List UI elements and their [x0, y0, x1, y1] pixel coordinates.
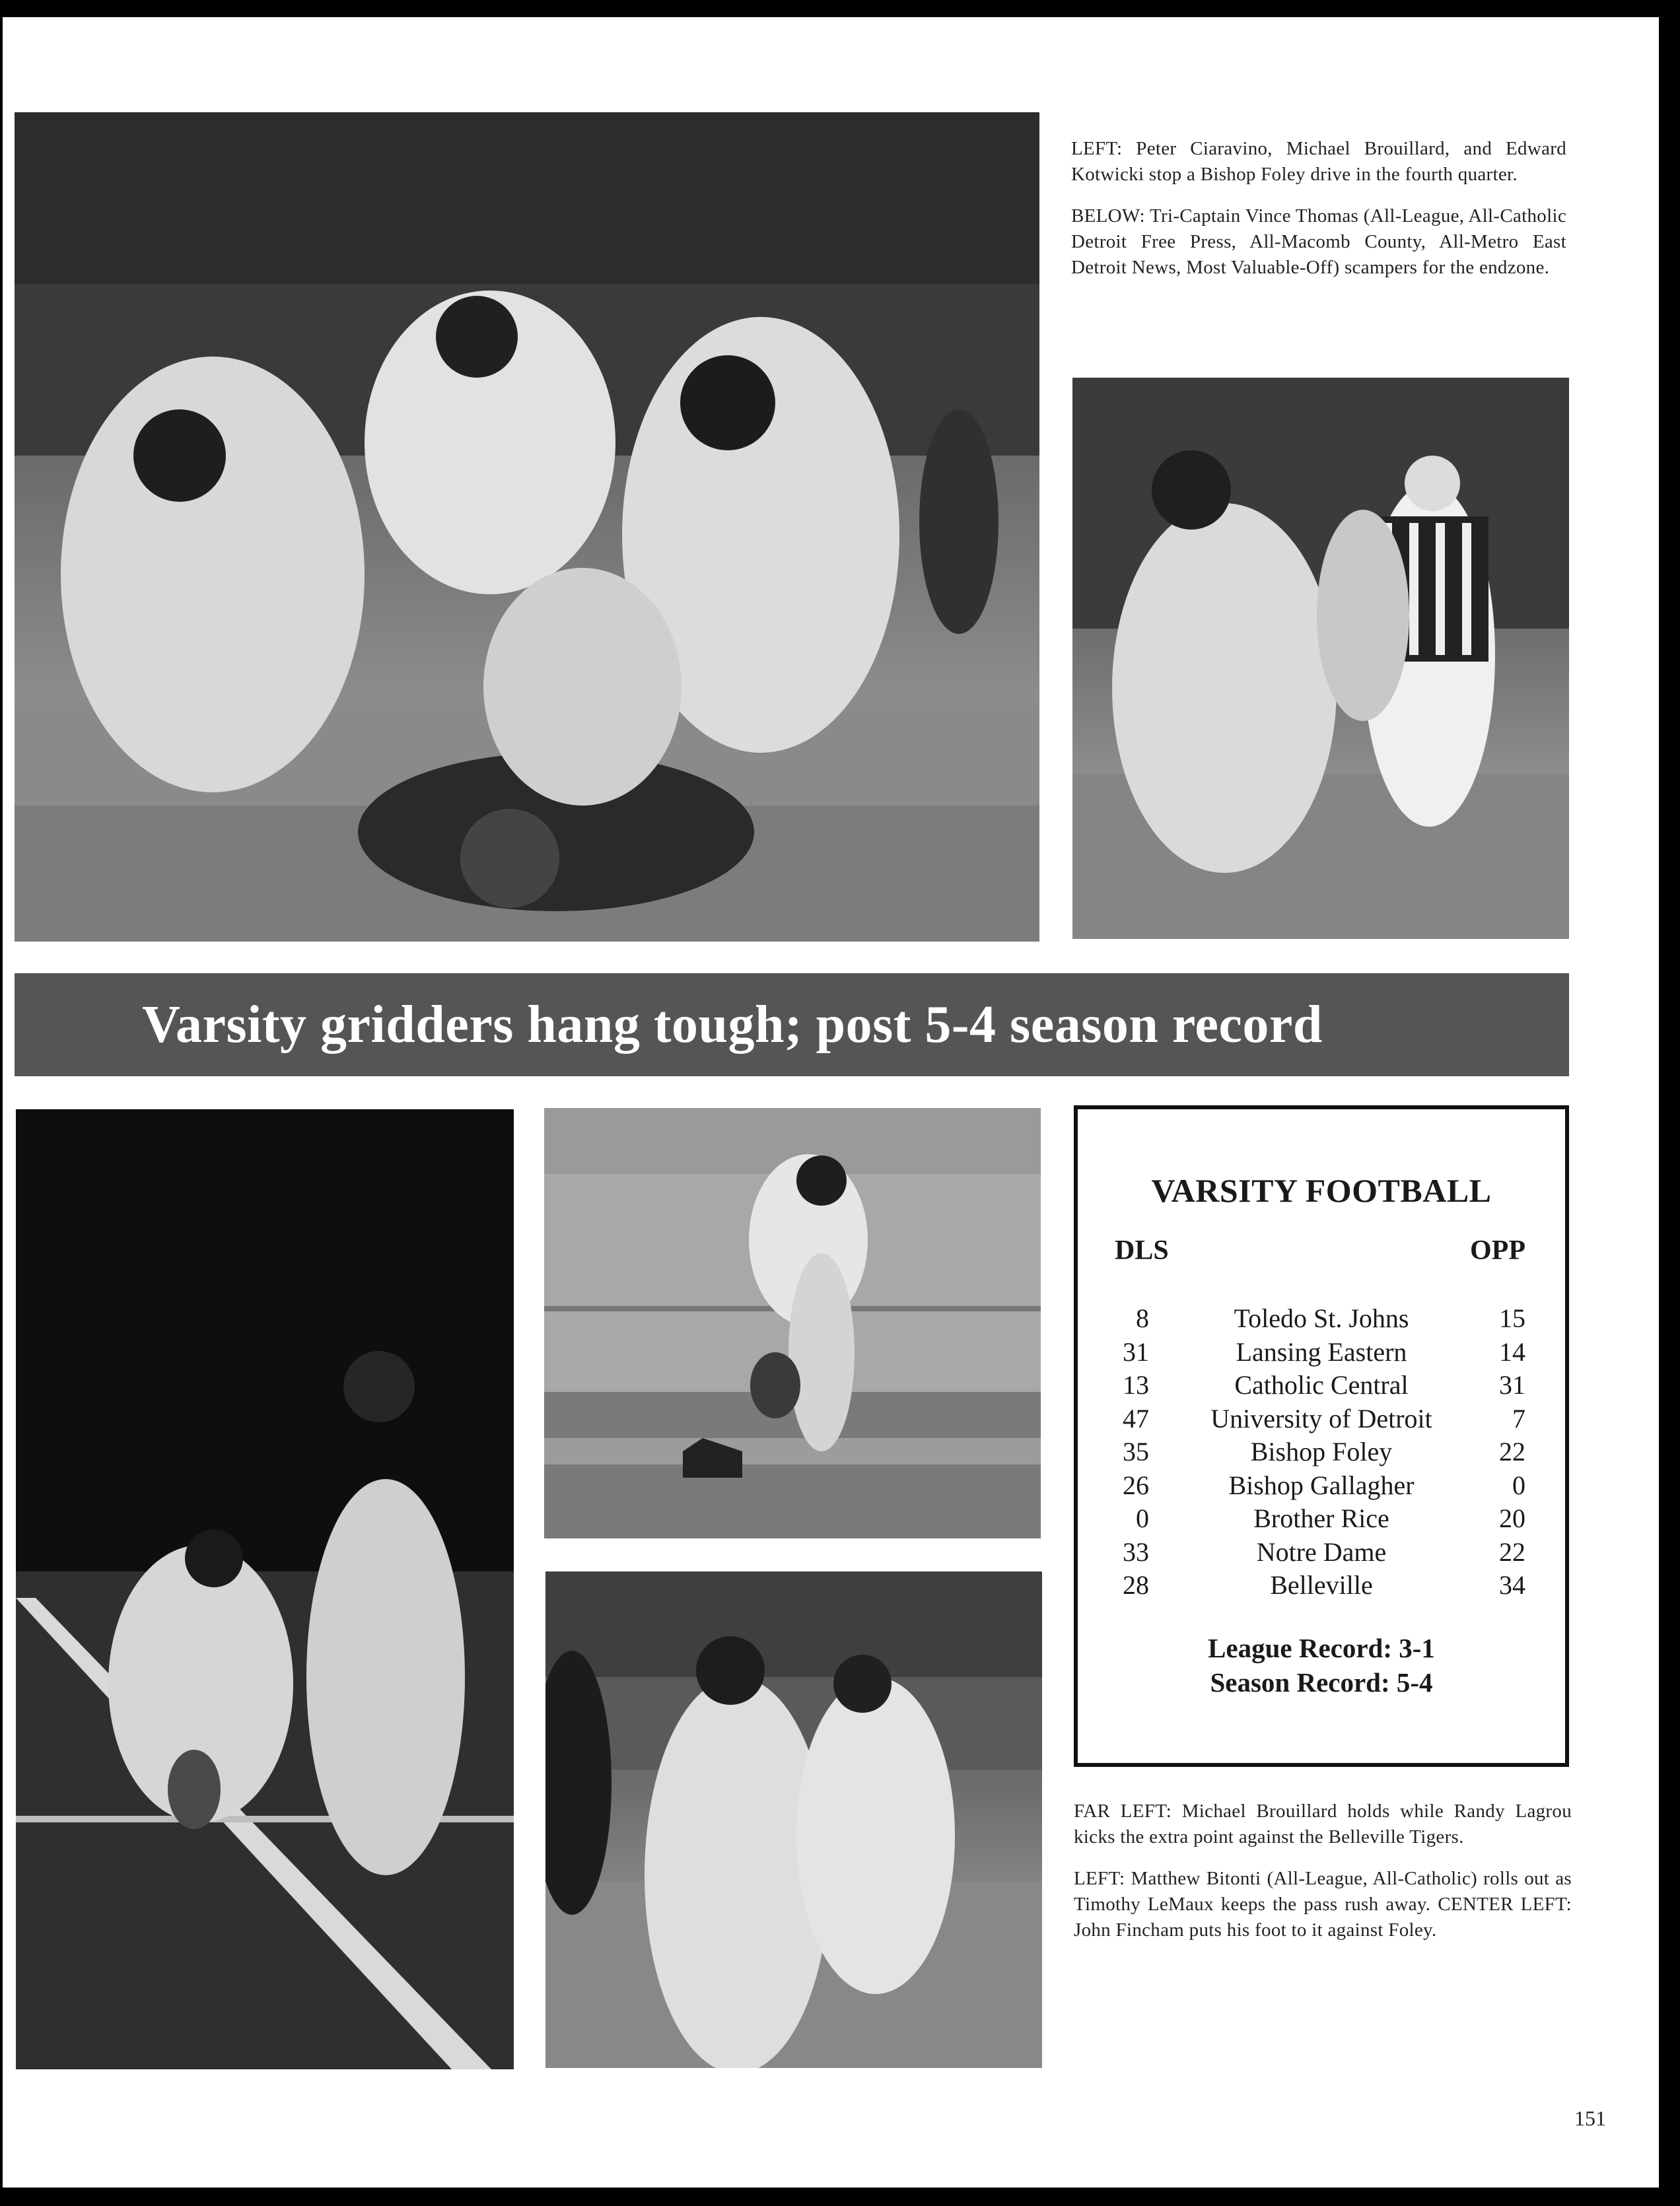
page-number: 151	[1574, 2106, 1606, 2130]
records-summary	[1078, 1631, 1565, 1700]
dls-score: 31	[1123, 1336, 1149, 1367]
opp-score: 15	[1499, 1303, 1525, 1333]
caption-left-rollout: LEFT: Matthew Bitonti (All-League, All-Catholic) rolls out as Timothy LeMaux keeps the pass rush away. CENTER LEFT: John Fincham puts his foot to it against Foley.	[1074, 1868, 1572, 1941]
season-record: Season Record: 5-4	[1210, 1667, 1433, 1698]
dls-score: 8	[1136, 1303, 1149, 1333]
game-row	[1078, 1469, 1565, 1503]
game-row	[1078, 1402, 1565, 1436]
game-row	[1078, 1569, 1565, 1603]
opp-score: 14	[1499, 1336, 1525, 1367]
game-results-list	[1078, 1302, 1565, 1603]
photo-defense-pileup	[15, 112, 1039, 942]
photo-extra-point-kick	[16, 1109, 514, 2069]
game-row	[1078, 1435, 1565, 1469]
opp-score: 34	[1499, 1570, 1525, 1600]
headline-band	[15, 973, 1569, 1076]
opp-score: 7	[1512, 1403, 1525, 1433]
opponent-name: Bishop Gallagher	[1228, 1470, 1415, 1500]
scoreboard-title: VARSITY FOOTBALL	[1151, 1172, 1492, 1209]
caption-left-pileup: LEFT: Peter Ciaravino, Michael Brouillard, and Edward Kotwicki stop a Bishop Foley drive in the fourth quarter.	[1071, 138, 1566, 185]
opp-score: 20	[1499, 1503, 1525, 1533]
opponent-name: Brother Rice	[1253, 1503, 1389, 1533]
opponent-name: Bishop Foley	[1250, 1437, 1393, 1466]
game-row	[1078, 1369, 1565, 1402]
page-headline: Varsity gridders hang tough; post 5-4 season record	[142, 995, 1323, 1054]
scan-bottom-edge	[0, 2188, 1680, 2206]
game-row	[1078, 1536, 1565, 1569]
caption-bottom-right	[1074, 1799, 1572, 1959]
league-record: League Record: 3-1	[1208, 1633, 1435, 1663]
caption-top-right	[1071, 136, 1566, 296]
dls-score: 33	[1123, 1536, 1149, 1567]
opp-score: 22	[1499, 1437, 1525, 1466]
caption-far-left-kick: FAR LEFT: Michael Brouillard holds while Randy Lagrou kicks the extra point against the Belleville Tigers.	[1074, 1801, 1572, 1847]
dls-score: 26	[1123, 1470, 1149, 1500]
opp-score: 0	[1512, 1470, 1525, 1500]
game-row	[1078, 1502, 1565, 1536]
dls-score: 35	[1123, 1437, 1149, 1466]
varsity-football-scoreboard	[1074, 1105, 1569, 1767]
column-header-opp: OPP	[1470, 1235, 1525, 1266]
game-row	[1078, 1336, 1565, 1369]
opponent-name: Toledo St. Johns	[1234, 1303, 1409, 1333]
scan-left-edge	[0, 0, 3, 2206]
photo-kicker-foley	[544, 1108, 1041, 1538]
photo-qb-rollout	[545, 1571, 1042, 2068]
dls-score: 28	[1123, 1570, 1149, 1600]
opp-score: 22	[1499, 1536, 1525, 1567]
dls-score: 0	[1136, 1503, 1149, 1533]
scan-right-edge	[1659, 0, 1680, 2206]
opponent-name: Catholic Central	[1234, 1370, 1409, 1400]
photo-runner-endzone	[1072, 378, 1569, 939]
opponent-name: Lansing Eastern	[1236, 1336, 1407, 1367]
dls-score: 47	[1123, 1403, 1149, 1433]
caption-below-runner: BELOW: Tri-Captain Vince Thomas (All-League, All-Catholic Detroit Free Press, All-Macomb County, All-Metro East Detroit News, Most Valuable-Off) scampers for the endzone.	[1071, 205, 1566, 278]
game-row	[1078, 1302, 1565, 1336]
scan-top-edge	[0, 0, 1680, 17]
opponent-name: University of Detroit	[1210, 1403, 1432, 1433]
opponent-name: Notre Dame	[1256, 1536, 1387, 1567]
column-header-dls: DLS	[1115, 1235, 1169, 1266]
opp-score: 31	[1499, 1370, 1525, 1400]
dls-score: 13	[1123, 1370, 1149, 1400]
opponent-name: Belleville	[1270, 1570, 1373, 1600]
